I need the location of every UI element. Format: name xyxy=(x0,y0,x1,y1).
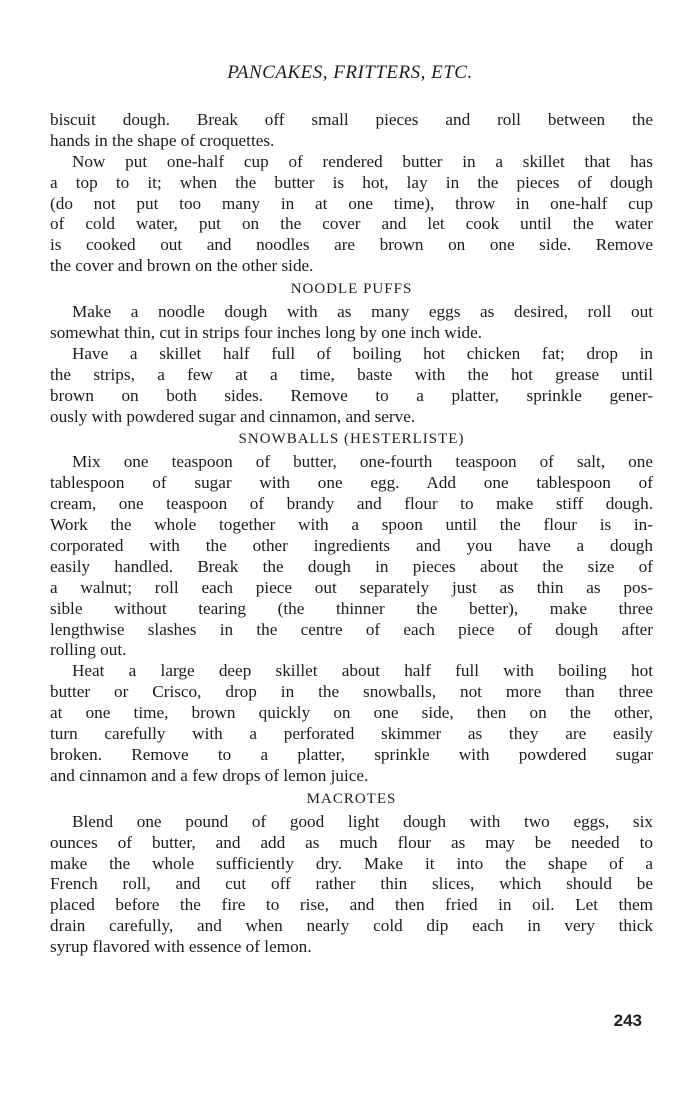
paragraph xyxy=(50,344,653,428)
text-line: cream, one teaspoon of brandy and flour to make stiff dough. xyxy=(50,494,653,514)
text-line: brown on both sides. Remove to a platter, sprinkle gener- xyxy=(50,385,653,405)
paragraph xyxy=(50,110,653,152)
paragraph xyxy=(50,452,653,661)
paragraph xyxy=(50,152,653,277)
text-line: sible without tearing (the thinner the better), make three xyxy=(50,598,653,618)
text-line: Blend one pound of good light dough with two eggs, six xyxy=(72,811,653,831)
text-line: make the whole sufficiently dry. Make it into the shape of a xyxy=(50,853,653,873)
text-line: Heat a large deep skillet about half full with boiling hot xyxy=(72,661,653,681)
text-line: lengthwise slashes in the centre of each piece of dough after xyxy=(50,619,653,639)
paragraph xyxy=(50,302,653,344)
text-line: is cooked out and noodles are brown on one side. Remove xyxy=(50,235,653,255)
text-line: ounces of butter, and add as much flour as may be needed to xyxy=(50,832,653,852)
text-line: French roll, and cut off rather thin slices, which should be xyxy=(50,874,653,894)
text-line: the cover and brown on the other side. xyxy=(50,256,314,276)
text-line: turn carefully with a perforated skimmer as they are easily xyxy=(50,724,653,744)
text-line: at one time, brown quickly on one side, then on the other, xyxy=(50,703,653,723)
text-line: somewhat thin, cut in strips four inches long by one inch wide. xyxy=(50,323,483,343)
text-line: a top to it; when the butter is hot, lay in the pieces of dough xyxy=(50,172,653,192)
text-line: Mix one teaspoon of butter, one-fourth teaspoon of salt, one xyxy=(72,452,653,472)
text-line: drain carefully, and when nearly cold dip each in very thick xyxy=(50,916,653,936)
text-line: butter or Crisco, drop in the snowballs, not more than three xyxy=(50,682,653,702)
text-line: rolling out. xyxy=(50,640,127,660)
text-line: Have a skillet half full of boiling hot chicken fat; drop in xyxy=(72,343,653,363)
running-head: PANCAKES, FRITTERS, ETC. xyxy=(227,62,473,83)
page-number: 243 xyxy=(613,1011,642,1030)
text-line: placed before the fire to rise, and then fried in oil. Let them xyxy=(50,895,653,915)
text-line: of cold water, put on the cover and let cook until the water xyxy=(50,214,653,234)
text-line: biscuit dough. Break off small pieces and roll between the xyxy=(50,110,653,129)
text-line: hands in the shape of croquettes. xyxy=(50,130,275,150)
text-line: ously with powdered sugar and cinnamon, and serve. xyxy=(50,406,416,426)
text-line: (do not put too many in at one time), throw in one-half cup xyxy=(50,193,653,213)
text-line: easily handled. Break the dough in pieces about the size of xyxy=(50,556,653,576)
section-heading: NOODLE PUFFS xyxy=(290,281,413,298)
text-line: corporated with the other ingredients and you have a dough xyxy=(50,536,653,556)
text-line: broken. Remove to a platter, sprinkle with powdered sugar xyxy=(50,744,653,764)
section-heading: MACROTES xyxy=(306,790,397,807)
text-line: Work the whole together with a spoon until the flour is in- xyxy=(50,515,653,535)
section-heading: SNOWBALLS (HESTERLISTE) xyxy=(238,431,465,448)
text-line: a walnut; roll each piece out separately just as thin as pos- xyxy=(50,577,653,597)
text-line: the strips, a few at a time, baste with the hot grease until xyxy=(50,364,653,384)
paragraph xyxy=(50,661,653,786)
page-body xyxy=(50,110,653,958)
paragraph xyxy=(50,812,653,958)
text-line: Make a noodle dough with as many eggs as desired, roll out xyxy=(72,302,653,322)
text-line: Now put one-half cup of rendered butter in a skillet that has xyxy=(72,151,653,171)
text-line: tablespoon of sugar with one egg. Add one tablespoon of xyxy=(50,473,653,493)
text-line: and cinnamon and a few drops of lemon juice. xyxy=(50,765,369,785)
text-line: syrup flavored with essence of lemon. xyxy=(50,937,312,957)
